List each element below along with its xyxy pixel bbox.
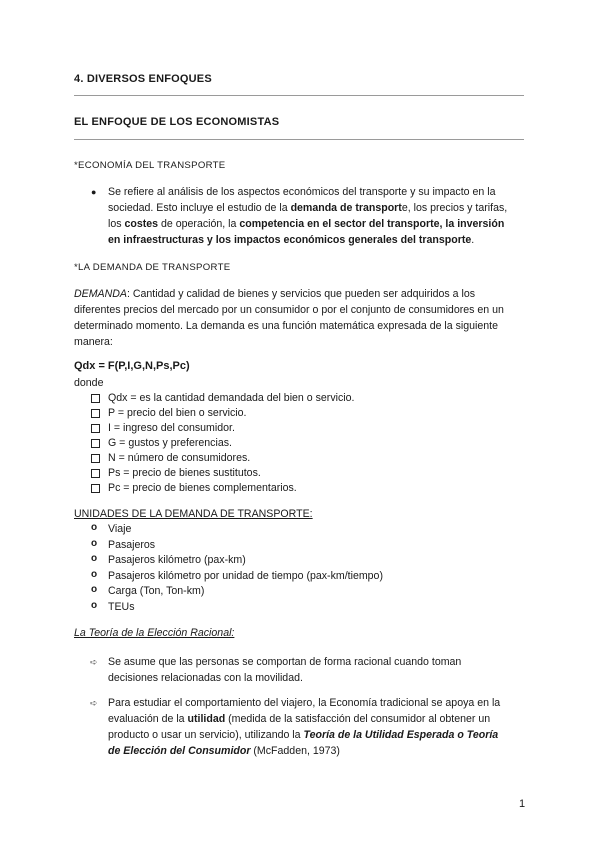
- checkbox-bullet-icon: [91, 394, 100, 403]
- demanda-heading: *LA DEMANDA DE TRANSPORTE: [74, 262, 231, 273]
- paragraph-line: Se asume que las personas se comportan de forma racional cuando toman: [108, 656, 462, 668]
- teoria-bullet-2: [108, 695, 528, 759]
- unit-item: Pasajeros kilómetro (pax-km): [108, 554, 246, 566]
- checkbox-bullet-icon: [91, 409, 100, 418]
- bold-text: costes: [124, 218, 159, 230]
- checkbox-bullet-icon: [91, 424, 100, 433]
- bold-italic-text: Teoría de la Utilidad Esperada o Teoría: [303, 729, 499, 741]
- text-span: .: [471, 234, 475, 246]
- checkbox-bullet-icon: [91, 469, 100, 478]
- unit-item: Pasajeros: [108, 538, 156, 551]
- paragraph-line: [108, 727, 528, 743]
- unit-item: Pasajeros kilómetro por unidad de tiempo (pax-km/tiempo): [108, 569, 383, 582]
- unit-item: TEUs: [108, 600, 135, 613]
- donde-label: donde: [74, 377, 104, 389]
- text-span: (medida de la satisfacción del consumidor al obtener un: [225, 713, 491, 725]
- paragraph-line: [108, 200, 528, 216]
- variable-item: I = ingreso del consumidor.: [108, 422, 235, 434]
- paragraph-line: Se refiere al análisis de los aspectos económicos del transporte y su impacto en la: [108, 186, 496, 198]
- checkbox-bullet-icon: [91, 439, 100, 448]
- paragraph-line: manera:: [74, 336, 113, 348]
- variable-item: Qdx = es la cantidad demandada del bien o servicio.: [108, 392, 355, 404]
- paragraph-line: diferentes precios del mercado por un consumidor o por el conjunto de consumidores en un: [74, 304, 504, 316]
- text-span: (McFadden, 1973): [250, 745, 340, 757]
- variable-item: Ps = precio de bienes sustitutos.: [108, 467, 261, 479]
- italic-term: DEMANDA: [74, 288, 127, 300]
- teoria-bullet-1: [108, 654, 528, 686]
- unit-item: Viaje: [108, 523, 132, 535]
- text-span: e, los precios y tarifas,: [401, 202, 508, 214]
- teoria-heading: La Teoría de la Elección Racional:: [74, 627, 235, 639]
- text-span: producto o usar un servicio), utilizando la: [108, 729, 304, 741]
- paragraph-line: [108, 232, 528, 248]
- formula: Qdx = F(P,I,G,N,Ps,Pc): [74, 360, 190, 372]
- text-span: sociedad. Esto incluye el estudio de la: [108, 202, 291, 214]
- demanda-paragraph: [74, 286, 529, 350]
- circle-bullet-icon: o: [91, 537, 98, 549]
- checkbox-bullet-icon: [91, 454, 100, 463]
- text-span: : Cantidad y calidad de bienes y servicios que pueden ser adquiridos a los: [126, 288, 476, 300]
- subsection-title: EL ENFOQUE DE LOS ECONOMISTAS: [74, 116, 280, 128]
- circle-bullet-icon: o: [91, 553, 98, 564]
- paragraph-line: Para estudiar el comportamiento del viajero, la Economía tradicional se apoya en la: [108, 697, 501, 709]
- unit-item: Carga (Ton, Ton-km): [108, 585, 205, 597]
- paragraph-line: [108, 216, 528, 232]
- circle-bullet-icon: o: [91, 568, 98, 580]
- circle-bullet-icon: o: [91, 599, 98, 611]
- variable-item: P = precio del bien o servicio.: [108, 407, 247, 419]
- text-span: los: [108, 218, 125, 230]
- paragraph-line: [74, 286, 529, 302]
- bold-text: competencia en el sector del transporte, la inversión: [239, 218, 505, 230]
- page-number: 1: [519, 798, 526, 810]
- variable-item: G = gustos y preferencias.: [108, 437, 232, 449]
- checkbox-bullet-icon: [91, 484, 100, 493]
- unidades-heading: UNIDADES DE LA DEMANDA DE TRANSPORTE:: [74, 508, 313, 520]
- divider: [74, 139, 524, 140]
- text-span: de operación, la: [158, 218, 240, 230]
- section-title: 4. DIVERSOS ENFOQUES: [74, 73, 212, 85]
- bold-italic-text: de Elección del Consumidor: [108, 745, 251, 757]
- paragraph-line: [108, 743, 528, 759]
- economia-heading: *ECONOMÍA DEL TRANSPORTE: [74, 160, 226, 171]
- bold-text: utilidad: [187, 713, 226, 725]
- paragraph-line: determinado momento. La demanda es una función matemática expresada de la siguiente: [74, 320, 499, 332]
- variable-item: Pc = precio de bienes complementarios.: [108, 482, 297, 494]
- bold-text: en infraestructuras y los impactos económicos generales del transporte: [108, 234, 472, 246]
- bold-text: demanda de transport: [290, 202, 402, 214]
- bullet-icon: ●: [91, 187, 97, 197]
- variable-item: N = número de consumidores.: [108, 452, 251, 464]
- text-span: evaluación de la: [108, 713, 188, 725]
- circle-bullet-icon: o: [91, 522, 98, 533]
- paragraph-line: [108, 711, 528, 727]
- arrow-bullet-icon: ➪: [90, 698, 98, 708]
- economia-paragraph: [108, 184, 528, 248]
- divider: [74, 95, 524, 96]
- arrow-bullet-icon: ➪: [90, 657, 98, 667]
- circle-bullet-icon: o: [91, 584, 98, 595]
- paragraph-line: decisiones relacionadas con la movilidad.: [108, 672, 303, 684]
